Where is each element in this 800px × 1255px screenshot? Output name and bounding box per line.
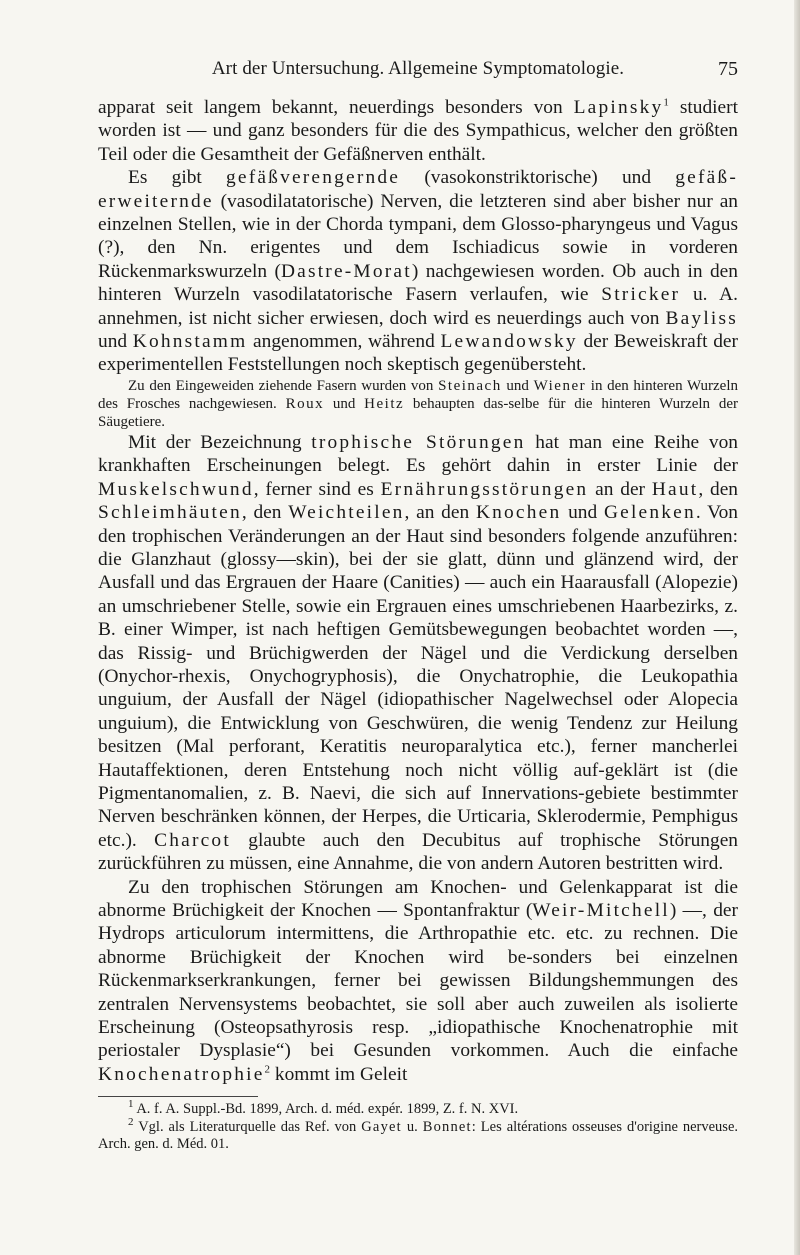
author-name: Weir-Mitchell bbox=[532, 900, 670, 921]
emphasis-term: Muskelschwund bbox=[98, 478, 254, 500]
page-edge-shadow bbox=[794, 0, 800, 1255]
author-name: Wiener bbox=[533, 377, 587, 394]
author-name: Kohnstamm bbox=[132, 331, 248, 353]
author-name: Gayet bbox=[361, 1118, 402, 1135]
emphasis-term: Haut bbox=[651, 478, 699, 500]
author-name: Bayliss bbox=[665, 307, 738, 329]
emphasis-term: Knochen bbox=[475, 502, 562, 524]
author-name: Lapinsky bbox=[573, 97, 664, 118]
paragraph-4: Zu den trophischen Störungen am Knochen- und Gelenkapparat ist die abnorme Brüchigkeit der Knochen — Spontanfraktur (Weir-Mitchell) —, der Hydrops articulorum intermittens, die Arthropathie etc. etc. zu rechnen. Die abnorme Brüchigkeit der Knochen wird be-sonders bei einzelnen Rückenmarkserkrankungen, ferner bei gewissen Bildungshemmungen des zentralen Nervensystems beobachtet, sie soll aber auch zuweilen als isolierte Erscheinung (Osteopsathyrosis resp. „idiopathische Knochenatrophie mit periostaler Dysplasie“) bei Gesunden vorkommen. Auch die einfache Knochenatrophie$^2$ kommt im Geleit bbox=[98, 876, 738, 1085]
paragraph-2: Es gibt gefäßverengernde (vasokonstriktorische) und gefäß-erweiternde (vasodilatatorische) Nerven, die letzteren sind aber bisher nur an einzelnen Stellen, wie in der Chorda tympani, dem Glosso-pharyngeus und Vagus (?), den Nn. erigentes und dem Ischiadicus sowie in vorderen Rückenmarkswurzeln (Dastre-Morat) nachgewiesen worden. Ob auch in den hinteren Wurzeln vasodilatatorische Fasern verlaufen, wie Stricker u. A. annehmen, ist nicht sicher erwiesen, doch wird es neuerdings auch von Bayliss und Kohnstamm angenommen, während Lewandowsky der Beweiskraft der experimentellen Feststellungen noch skeptisch gegenübersteht. bbox=[98, 167, 738, 376]
small-print-note: Zu den Eingeweiden ziehende Fasern wurden von Steinach und Wiener in den hinteren Wurzeln des Frosches nachgewiesen. Roux und Heitz behaupten das-selbe für die hinteren Wurzeln der Säugetiere. bbox=[98, 377, 739, 430]
author-name: Charcot bbox=[154, 829, 231, 851]
author-name: Steinach bbox=[438, 377, 502, 394]
author-name: Stricker bbox=[601, 284, 681, 306]
book-page bbox=[98, 58, 738, 1154]
emphasis-term: Weichteilen bbox=[288, 502, 405, 524]
author-name: Dastre-Morat bbox=[280, 260, 412, 282]
footnote-ref: 2 bbox=[264, 1063, 271, 1076]
emphasis-term: gefäßverengernde bbox=[226, 167, 401, 189]
author-name: Lewandowsky bbox=[440, 331, 578, 353]
paragraph-3: Mit der Bezeichnung trophische Störungen hat man eine Reihe von krankhaften Erscheinungen belegt. Es gehört dahin in erster Linie der Muskelschwund, ferner sind es Ernährungsstörungen an der Haut, den Schleimhäuten, den Weichteilen, an den Knochen und Gelenken. Von den trophischen Veränderungen an der Haut sind besonders folgende anzuführen: die Glanzhaut (glossy—skin), bei der sie glatt, dünn und glänzend wird, der Ausfall und das Ergrauen der Haare (Canities) — auch ein Haarausfall (Alopezie) an umschriebener Stelle, sowie ein Ergrauen eines umschriebenen Haarbezirks, z. B. einer Wimper, ist nach heftigen Gemütsbewegungen beobachtet worden —, das Rissig- und Brüchigwerden der Nägel und die Verdickung derselben (Onychor-rhexis, Onychogryphosis), die Onychatrophie, die Leukopathia unguium, der Ausfall der Nägel (idiopathischer Nagelwechsel oder Alopecia unguium), die Entwicklung von Geschwüren, die wenig Tendenz zur Heilung besitzen (Mal perforant, Keratitis neuroparalytica etc.), ferner mancherlei Hautaffektionen, deren Entstehung noch nicht völlig auf-geklärt ist (die Pigmentanomalien, z. B. Naevi, die sich auf Innervations-gebiete bestimmter Nerven beschränken können, der Herpes, die Urticaria, Sklerodermie, Pemphigus etc.). Charcot glaubte auch den Decubitus auf trophische Störungen zurückführen zu müssen, eine Annahme, die von andern Autoren bestritten wird. bbox=[98, 431, 738, 875]
running-title: Art der Untersuchung. Allgemeine Symptomatologie. bbox=[211, 58, 625, 79]
emphasis-term: trophische Störungen bbox=[311, 431, 526, 453]
footnote-1: $^1$ A. f. A. Suppl.-Bd. 1899, Arch. d. méd. expér. 1899, Z. f. N. XVI. bbox=[128, 1098, 519, 1118]
footnote-ref: 1 bbox=[663, 96, 669, 109]
emphasis-term: Ernährungsstörungen bbox=[380, 478, 589, 500]
emphasis-term: gefäß-erweiternde bbox=[98, 167, 738, 212]
emphasis-term: Knochenatrophie bbox=[98, 1063, 265, 1085]
running-header bbox=[98, 58, 738, 88]
author-name: Heitz bbox=[364, 395, 405, 412]
author-name: Bonnet bbox=[422, 1118, 472, 1135]
footnotes bbox=[98, 1098, 739, 1154]
footnote-2: $^2$ Vgl. als Literaturquelle das Ref. von Gayet u. Bonnet: Les altérations osseuses d'origine nerveuse. Arch. gen. d. Méd. 01. bbox=[98, 1115, 739, 1153]
emphasis-term: Gelenken bbox=[603, 502, 696, 524]
emphasis-term: Schleimhäuten bbox=[98, 502, 242, 524]
page-number: 75 bbox=[718, 58, 738, 80]
footnote-divider bbox=[98, 1096, 258, 1097]
paragraph-1: apparat seit langem bekannt, neuerdings besonders von Lapinsky$^1$ studiert worden ist — und ganz besonders für die des Sympathicus, welcher den größten Teil oder die Gesamtheit der Gefäßnerven enthält. bbox=[98, 96, 738, 165]
main-text bbox=[98, 96, 738, 1086]
author-name: Roux bbox=[285, 395, 325, 412]
